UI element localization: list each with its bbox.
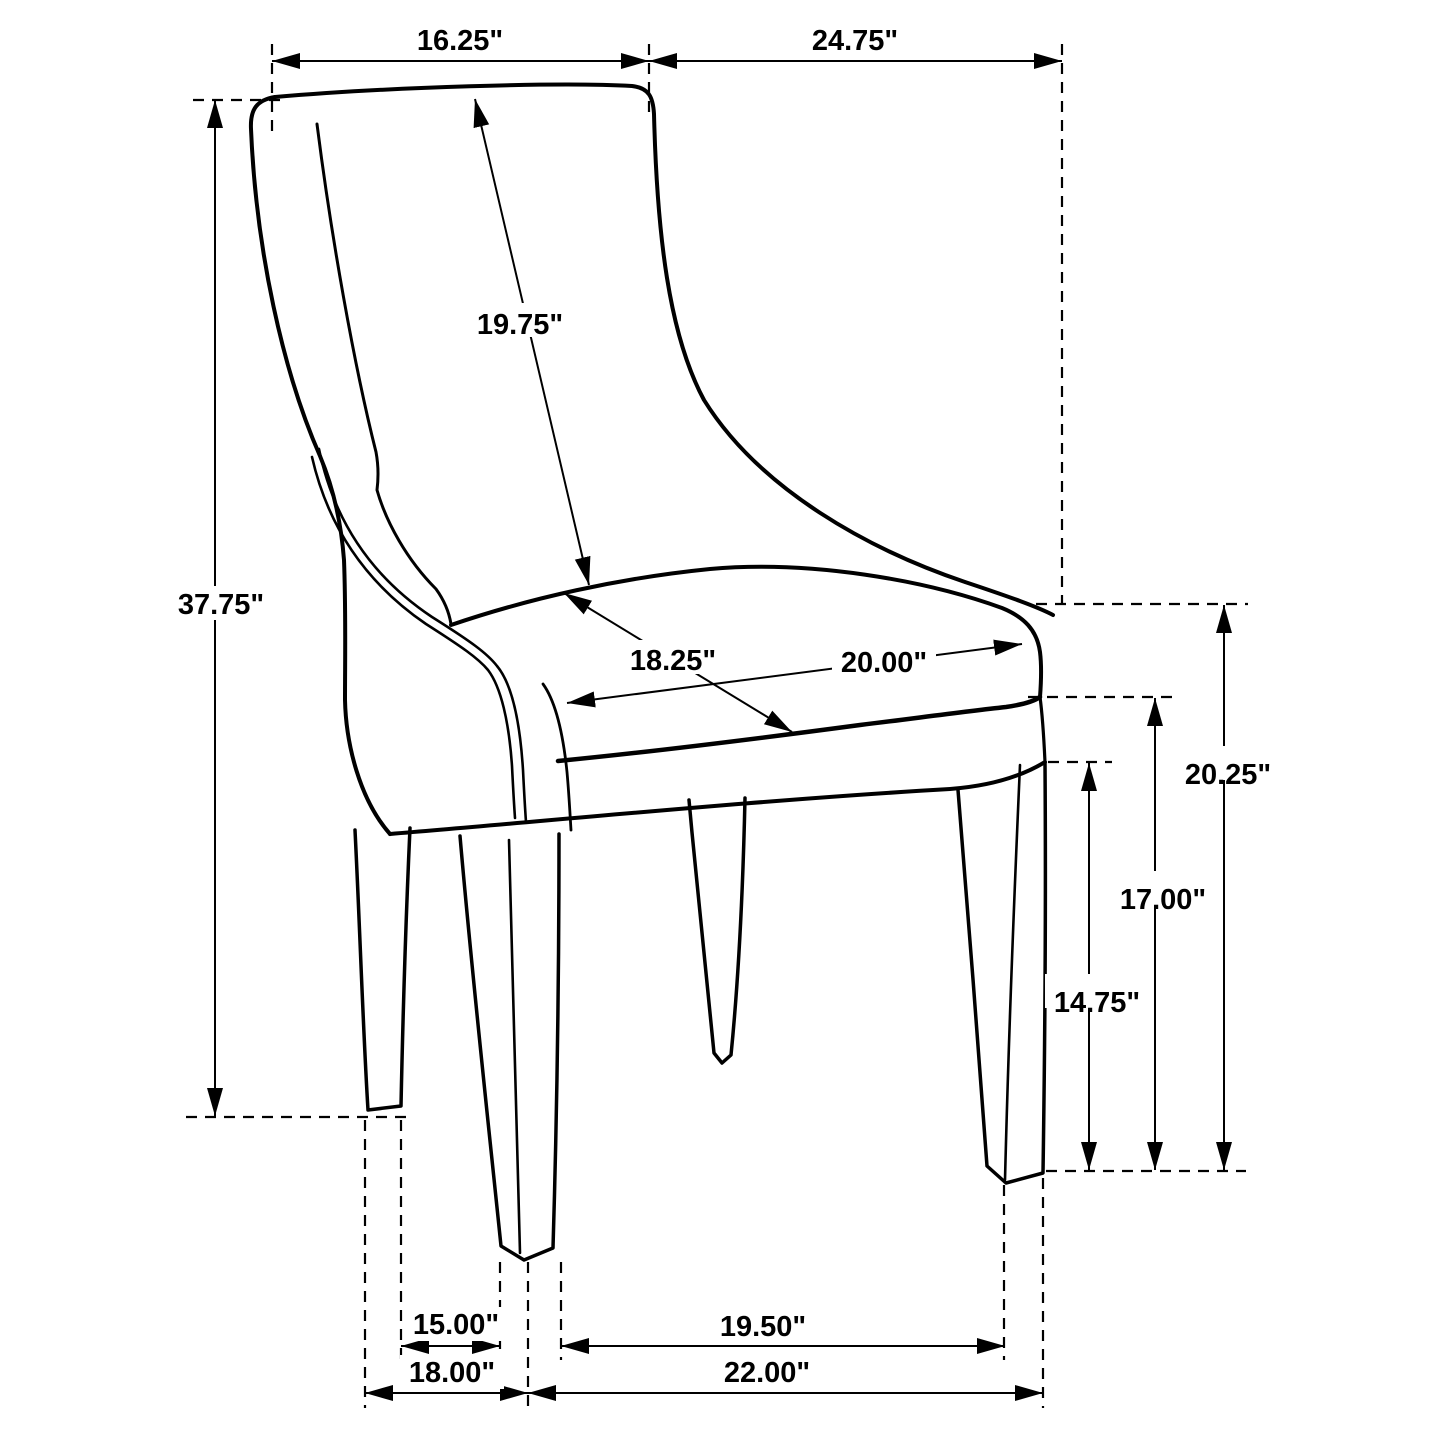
dim-label-overall-height: 37.75" — [177, 589, 265, 621]
chair-seat-front-edge — [558, 697, 1040, 761]
chair-rail-right-edge — [1040, 697, 1045, 762]
dim-label-apron-height: 14.75" — [1053, 987, 1141, 1019]
chair-rail-bottom-edge — [390, 762, 1045, 834]
dim-label-rear-leg-span: 15.00" — [412, 1309, 500, 1341]
chair-middle-leg — [689, 798, 745, 1063]
chair-right-leg-ridge — [1005, 765, 1020, 1180]
chair-arm-piping-inner — [312, 457, 515, 818]
dim-label-seat-depth: 18.25" — [629, 645, 717, 677]
dim-label-side-leg-span: 19.50" — [719, 1311, 807, 1343]
dim-label-seat-back-height: 20.25" — [1184, 759, 1272, 791]
dimension-labels — [169, 23, 1280, 1389]
chair-back-outer-sweep — [275, 85, 1053, 615]
chair-arm-piping-outer — [319, 449, 526, 822]
chair-arm-front-edge — [543, 684, 571, 830]
dim-label-seat-width: 20.00" — [840, 647, 928, 679]
dim-label-back-top-width: 16.25" — [416, 25, 504, 57]
dim-label-side-base-width: 22.00" — [723, 1357, 811, 1389]
chair-right-leg — [958, 763, 1045, 1183]
dim-label-rear-base-width: 18.00" — [408, 1357, 496, 1389]
dimension-lines — [215, 61, 1224, 1393]
chair-front-left-leg-ridge — [509, 840, 520, 1253]
dim-label-back-length: 19.75" — [476, 309, 564, 341]
dimension-line-back-length — [475, 99, 589, 585]
chair-seat-top-edge — [451, 567, 1041, 697]
dim-label-seat-front-height: 17.00" — [1119, 884, 1207, 916]
chair-back-left-edge — [251, 97, 390, 834]
chair-back-inner-seam — [317, 124, 451, 624]
chair-rear-left-leg — [355, 828, 410, 1110]
dim-label-top-depth: 24.75" — [811, 25, 899, 57]
